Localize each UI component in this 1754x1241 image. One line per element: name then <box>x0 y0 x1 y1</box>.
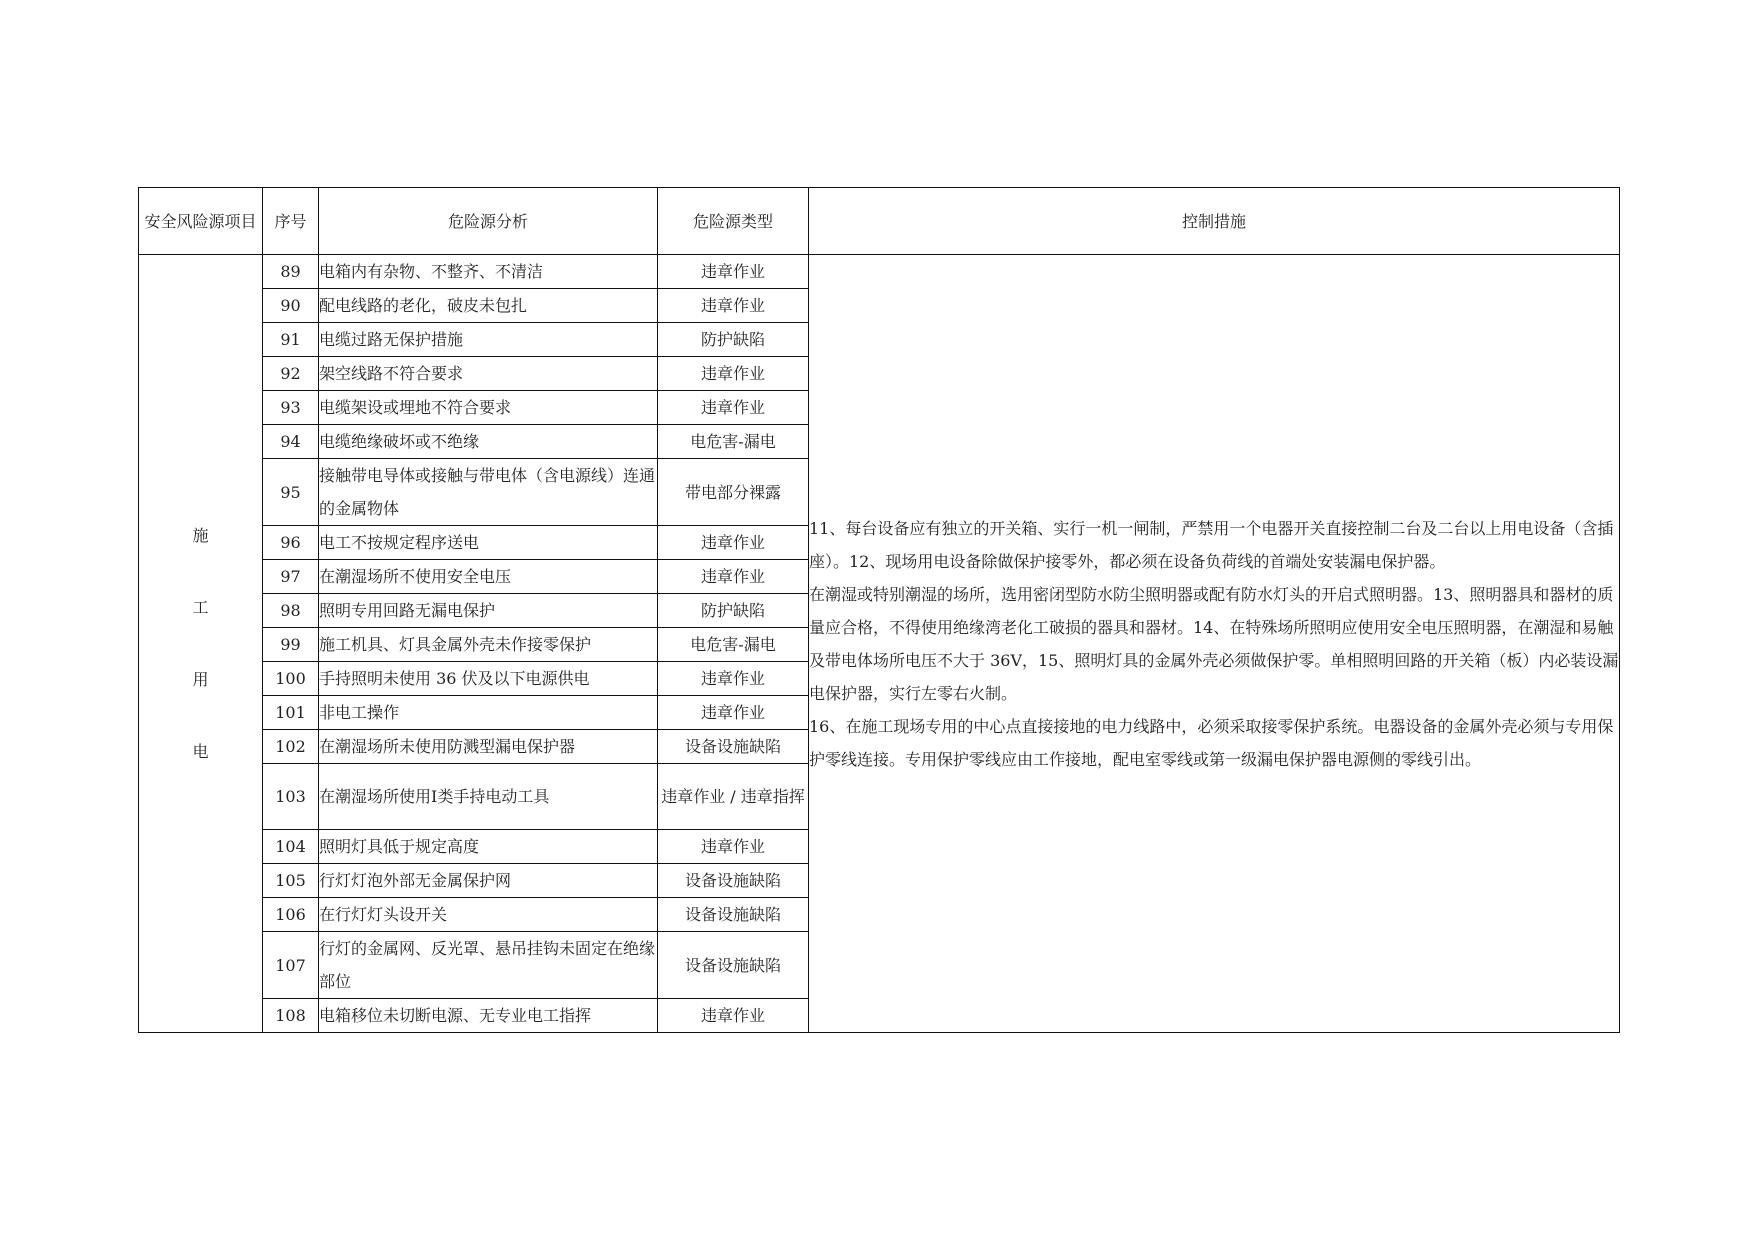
hazard-analysis: 行灯的金属网、反光罩、悬吊挂钩未固定在绝缘部位 <box>319 932 658 999</box>
hazard-type: 违章作业 <box>658 830 809 864</box>
hazard-analysis: 在行灯灯头设开关 <box>319 898 658 932</box>
hazard-analysis: 电缆过路无保护措施 <box>319 323 658 357</box>
row-number: 93 <box>263 391 319 425</box>
hazard-analysis: 行灯灯泡外部无金属保护网 <box>319 864 658 898</box>
row-number: 92 <box>263 357 319 391</box>
hazard-analysis: 接触带电导体或接触与带电体（含电源线）连通的金属物体 <box>319 459 658 526</box>
category-cell <box>139 255 263 1033</box>
hazard-analysis: 电箱移位未切断电源、无专业电工指挥 <box>319 999 658 1033</box>
row-number: 102 <box>263 730 319 764</box>
category-char: 施 <box>192 525 209 545</box>
row-number: 90 <box>263 289 319 323</box>
table-body <box>139 255 1620 1033</box>
row-number: 96 <box>263 526 319 560</box>
header-analysis: 危险源分析 <box>319 188 658 255</box>
hazard-type: 违章作业 <box>658 357 809 391</box>
table-row <box>139 255 1620 289</box>
row-number: 94 <box>263 425 319 459</box>
hazard-analysis: 在潮湿场所不使用安全电压 <box>319 560 658 594</box>
row-number: 89 <box>263 255 319 289</box>
hazard-analysis: 在潮湿场所未使用防溅型漏电保护器 <box>319 730 658 764</box>
hazard-analysis: 电缆绝缘破坏或不绝缘 <box>319 425 658 459</box>
hazard-type: 违章作业 <box>658 391 809 425</box>
control-measure-paragraph: 在潮湿或特别潮湿的场所，选用密闭型防水防尘照明器或配有防水灯头的开启式照明器。13、照明器具和器材的质量应合格，不得使用绝缘湾老化工破损的器具和器材。14、在特殊场所照明应使用安全电压照明器，在潮湿和易触及带电体场所电压不大于 36V，15、照明灯具的金属外壳必须做保护零。单相照明回路的开关箱（板）内必装设漏电保护器，实行左零右火制。 <box>809 584 1619 703</box>
hazard-type: 设备设施缺陷 <box>658 898 809 932</box>
hazard-analysis: 非电工操作 <box>319 696 658 730</box>
header-control: 控制措施 <box>809 188 1620 255</box>
hazard-analysis: 施工机具、灯具金属外壳未作接零保护 <box>319 628 658 662</box>
category-char: 用 <box>192 669 209 689</box>
hazard-type: 违章作业 <box>658 662 809 696</box>
hazard-type: 违章作业 <box>658 999 809 1033</box>
row-number: 105 <box>263 864 319 898</box>
row-number: 101 <box>263 696 319 730</box>
row-number: 107 <box>263 932 319 999</box>
row-number: 97 <box>263 560 319 594</box>
category-char: 工 <box>192 597 209 617</box>
row-number: 98 <box>263 594 319 628</box>
hazard-type: 违章作业 <box>658 560 809 594</box>
hazard-analysis: 照明灯具低于规定高度 <box>319 830 658 864</box>
control-measure-paragraph: 11、每台设备应有独立的开关箱、实行一机一闸制，严禁用一个电器开关直接控制二台及二台以上用电设备（含插座）。12、现场用电设备除做保护接零外，都必须在设备负荷线的首端处安装漏电保护器。 <box>809 518 1614 571</box>
hazard-analysis: 电缆架设或埋地不符合要求 <box>319 391 658 425</box>
row-number: 95 <box>263 459 319 526</box>
row-number: 103 <box>263 764 319 830</box>
header-type: 危险源类型 <box>658 188 809 255</box>
category-char: 电 <box>192 741 209 761</box>
row-number: 106 <box>263 898 319 932</box>
row-number: 108 <box>263 999 319 1033</box>
row-number: 104 <box>263 830 319 864</box>
hazard-type: 防护缺陷 <box>658 594 809 628</box>
hazard-type: 违章作业 / 违章指挥 <box>658 764 809 830</box>
header-seq: 序号 <box>263 188 319 255</box>
hazard-type: 违章作业 <box>658 526 809 560</box>
header-row <box>139 188 1620 255</box>
hazard-analysis: 电工不按规定程序送电 <box>319 526 658 560</box>
hazard-type: 设备设施缺陷 <box>658 932 809 999</box>
hazard-analysis: 在潮湿场所使用Ⅰ类手持电动工具 <box>319 764 658 830</box>
hazard-analysis: 电箱内有杂物、不整齐、不清洁 <box>319 255 658 289</box>
control-measures-cell <box>809 255 1620 1033</box>
hazard-analysis: 手持照明未使用 36 伏及以下电源供电 <box>319 662 658 696</box>
hazard-type: 违章作业 <box>658 255 809 289</box>
hazard-analysis: 架空线路不符合要求 <box>319 357 658 391</box>
hazard-type: 带电部分裸露 <box>658 459 809 526</box>
row-number: 91 <box>263 323 319 357</box>
row-number: 99 <box>263 628 319 662</box>
control-measure-paragraph: 16、在施工现场专用的中心点直接接地的电力线路中，必须采取接零保护系统。电器设备的金属外壳必须与专用保护零线连接。专用保护零线应由工作接地，配电室零线或第一级漏电保护器电源侧的零线引出。 <box>809 716 1614 769</box>
risk-table <box>138 187 1620 1033</box>
hazard-type: 电危害-漏电 <box>658 425 809 459</box>
header-risk-item: 安全风险源项目 <box>139 188 263 255</box>
row-number: 100 <box>263 662 319 696</box>
hazard-type: 防护缺陷 <box>658 323 809 357</box>
hazard-analysis: 照明专用回路无漏电保护 <box>319 594 658 628</box>
hazard-type: 违章作业 <box>658 289 809 323</box>
hazard-type: 设备设施缺陷 <box>658 864 809 898</box>
hazard-type: 电危害-漏电 <box>658 628 809 662</box>
hazard-type: 设备设施缺陷 <box>658 730 809 764</box>
hazard-analysis: 配电线路的老化，破皮未包扎 <box>319 289 658 323</box>
hazard-type: 违章作业 <box>658 696 809 730</box>
